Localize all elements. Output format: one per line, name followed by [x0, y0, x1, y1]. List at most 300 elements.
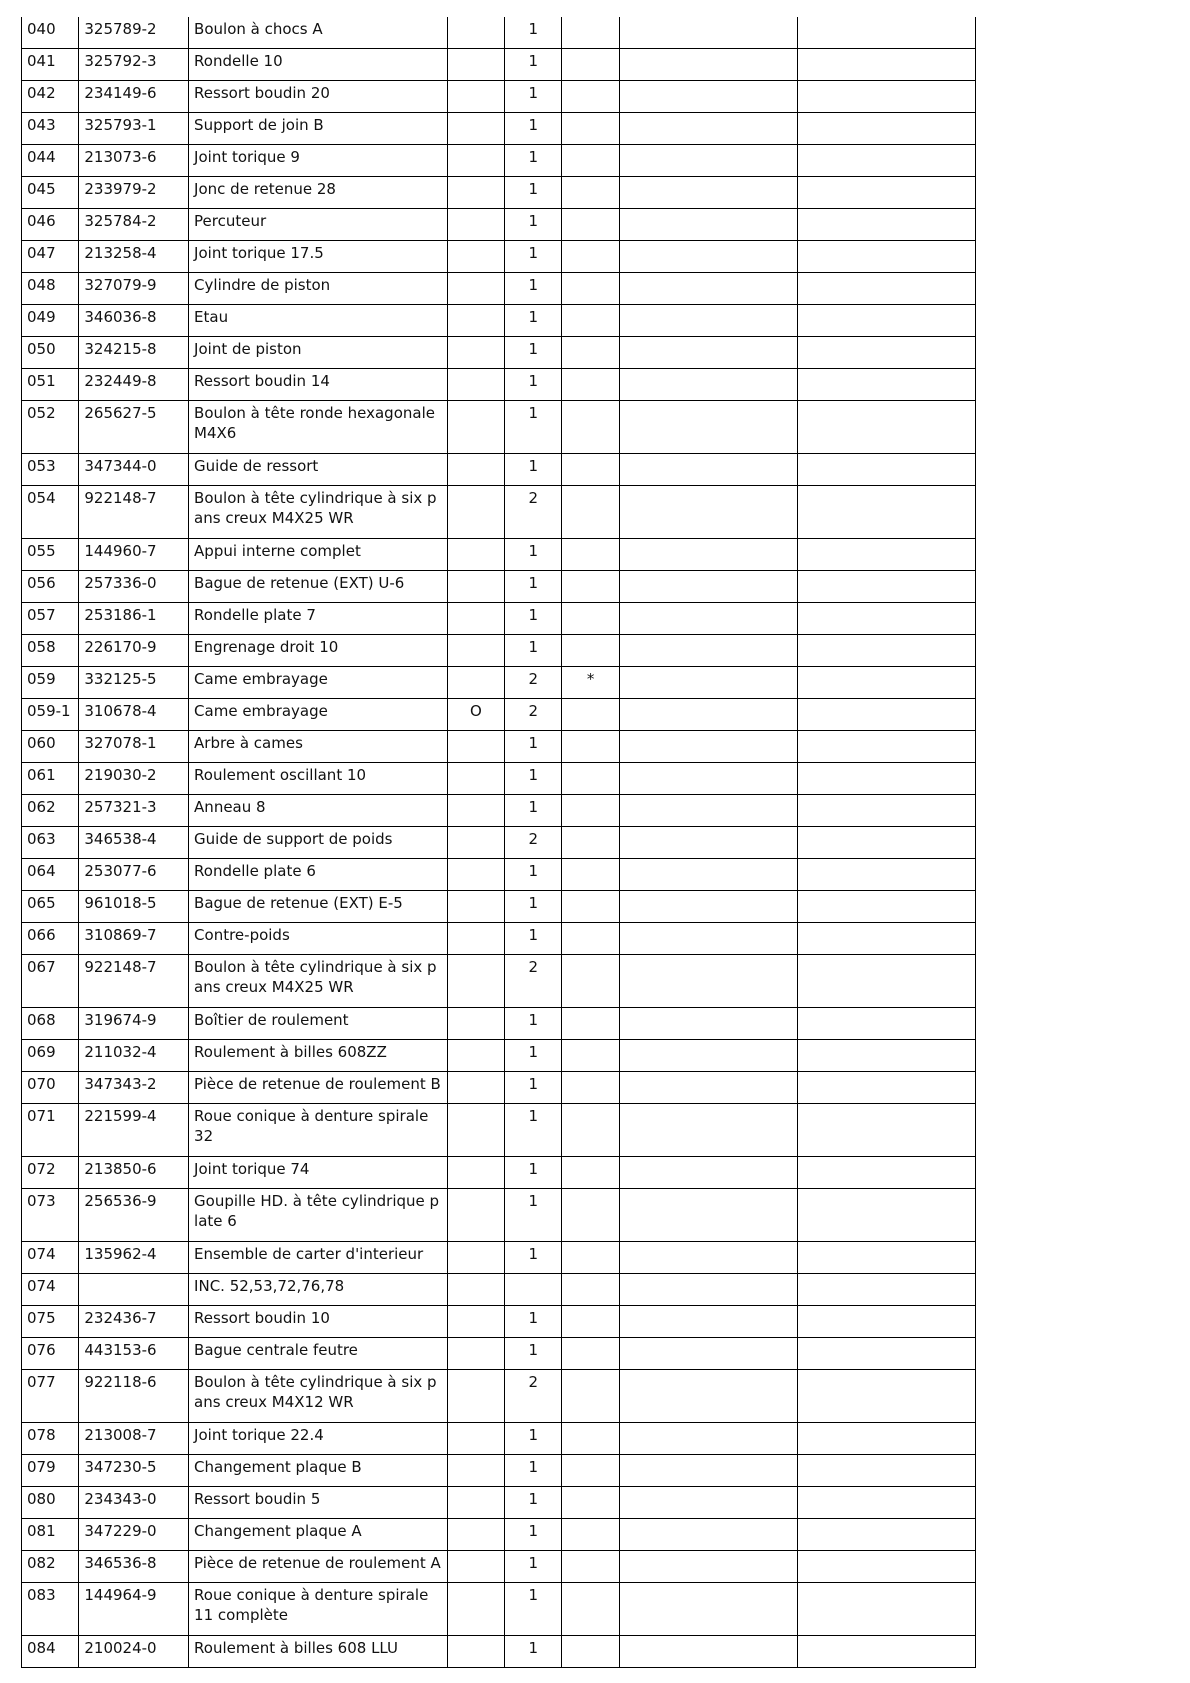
- part-description-cell: Guide de support de poids: [189, 827, 448, 859]
- option-mark-cell: O: [447, 699, 504, 731]
- item-number-cell: 063: [22, 827, 79, 859]
- part-reference-cell: 213073-6: [79, 145, 189, 177]
- option-mark-cell: [447, 337, 504, 369]
- extra-column-2-cell: [797, 305, 975, 337]
- part-reference-cell: 233979-2: [79, 177, 189, 209]
- note-mark-cell: [562, 337, 619, 369]
- extra-column-2-cell: [797, 1306, 975, 1338]
- quantity-cell: 1: [505, 1519, 562, 1551]
- part-reference-cell: 922118-6: [79, 1370, 189, 1423]
- part-description-cell: Rondelle 10: [189, 49, 448, 81]
- item-number-cell: 076: [22, 1338, 79, 1370]
- extra-column-2-cell: [797, 731, 975, 763]
- item-number-cell: 081: [22, 1519, 79, 1551]
- quantity-cell: 1: [505, 177, 562, 209]
- extra-column-1-cell: [619, 1242, 797, 1274]
- extra-column-1-cell: [619, 113, 797, 145]
- extra-column-2-cell: [797, 177, 975, 209]
- option-mark-cell: [447, 145, 504, 177]
- table-row: [22, 955, 976, 1008]
- part-description-cell: Roue conique à denture spirale 32: [189, 1104, 448, 1157]
- extra-column-2-cell: [797, 17, 975, 49]
- part-reference-cell: 325789-2: [79, 17, 189, 49]
- part-description-cell: INC. 52,53,72,76,78: [189, 1274, 448, 1306]
- extra-column-2-cell: [797, 209, 975, 241]
- quantity-cell: [505, 1274, 562, 1306]
- part-reference-cell: 310678-4: [79, 699, 189, 731]
- item-number-cell: 059: [22, 667, 79, 699]
- part-description-cell: Ressort boudin 14: [189, 369, 448, 401]
- extra-column-1-cell: [619, 145, 797, 177]
- extra-column-2-cell: [797, 1072, 975, 1104]
- option-mark-cell: [447, 177, 504, 209]
- option-mark-cell: [447, 1104, 504, 1157]
- note-mark-cell: [562, 539, 619, 571]
- item-number-cell: 043: [22, 113, 79, 145]
- option-mark-cell: [447, 1274, 504, 1306]
- part-reference-cell: 257321-3: [79, 795, 189, 827]
- table-row: [22, 1104, 976, 1157]
- quantity-cell: 1: [505, 763, 562, 795]
- note-mark-cell: [562, 1072, 619, 1104]
- quantity-cell: 1: [505, 859, 562, 891]
- option-mark-cell: [447, 241, 504, 273]
- extra-column-2-cell: [797, 1423, 975, 1455]
- extra-column-1-cell: [619, 1040, 797, 1072]
- extra-column-1-cell: [619, 1008, 797, 1040]
- extra-column-2-cell: [797, 1008, 975, 1040]
- note-mark-cell: [562, 699, 619, 731]
- quantity-cell: 1: [505, 1242, 562, 1274]
- option-mark-cell: [447, 81, 504, 113]
- extra-column-2-cell: [797, 1370, 975, 1423]
- quantity-cell: 1: [505, 635, 562, 667]
- item-number-cell: 049: [22, 305, 79, 337]
- extra-column-2-cell: [797, 369, 975, 401]
- note-mark-cell: [562, 17, 619, 49]
- part-description-cell: Guide de ressort: [189, 454, 448, 486]
- option-mark-cell: [447, 305, 504, 337]
- extra-column-1-cell: [619, 795, 797, 827]
- extra-column-2-cell: [797, 401, 975, 454]
- quantity-cell: 1: [505, 603, 562, 635]
- quantity-cell: 1: [505, 273, 562, 305]
- option-mark-cell: [447, 209, 504, 241]
- extra-column-1-cell: [619, 273, 797, 305]
- note-mark-cell: [562, 305, 619, 337]
- note-mark-cell: [562, 1242, 619, 1274]
- extra-column-1-cell: [619, 1306, 797, 1338]
- option-mark-cell: [447, 795, 504, 827]
- table-row: [22, 923, 976, 955]
- extra-column-2-cell: [797, 1455, 975, 1487]
- extra-column-2-cell: [797, 923, 975, 955]
- item-number-cell: 077: [22, 1370, 79, 1423]
- part-description-cell: Bague centrale feutre: [189, 1338, 448, 1370]
- note-mark-cell: [562, 1157, 619, 1189]
- table-row: [22, 1008, 976, 1040]
- extra-column-2-cell: [797, 1583, 975, 1636]
- part-description-cell: Engrenage droit 10: [189, 635, 448, 667]
- table-row: [22, 827, 976, 859]
- quantity-cell: 1: [505, 337, 562, 369]
- extra-column-1-cell: [619, 454, 797, 486]
- note-mark-cell: [562, 273, 619, 305]
- part-reference-cell: [79, 1274, 189, 1306]
- part-reference-cell: 324215-8: [79, 337, 189, 369]
- part-description-cell: Rondelle plate 6: [189, 859, 448, 891]
- quantity-cell: 1: [505, 305, 562, 337]
- part-reference-cell: 144960-7: [79, 539, 189, 571]
- note-mark-cell: [562, 827, 619, 859]
- extra-column-1-cell: [619, 369, 797, 401]
- part-reference-cell: 310869-7: [79, 923, 189, 955]
- extra-column-2-cell: [797, 795, 975, 827]
- table-row: [22, 17, 976, 49]
- option-mark-cell: [447, 923, 504, 955]
- note-mark-cell: [562, 795, 619, 827]
- note-mark-cell: [562, 1189, 619, 1242]
- extra-column-2-cell: [797, 486, 975, 539]
- part-reference-cell: 234343-0: [79, 1487, 189, 1519]
- quantity-cell: 1: [505, 1636, 562, 1668]
- option-mark-cell: [447, 1157, 504, 1189]
- option-mark-cell: [447, 731, 504, 763]
- part-reference-cell: 325784-2: [79, 209, 189, 241]
- item-number-cell: 065: [22, 891, 79, 923]
- note-mark-cell: [562, 1306, 619, 1338]
- extra-column-2-cell: [797, 241, 975, 273]
- item-number-cell: 048: [22, 273, 79, 305]
- part-reference-cell: 346538-4: [79, 827, 189, 859]
- option-mark-cell: [447, 827, 504, 859]
- item-number-cell: 079: [22, 1455, 79, 1487]
- item-number-cell: 045: [22, 177, 79, 209]
- extra-column-1-cell: [619, 49, 797, 81]
- quantity-cell: 1: [505, 1189, 562, 1242]
- extra-column-2-cell: [797, 1338, 975, 1370]
- extra-column-2-cell: [797, 1519, 975, 1551]
- extra-column-1-cell: [619, 891, 797, 923]
- part-reference-cell: 347229-0: [79, 1519, 189, 1551]
- note-mark-cell: [562, 571, 619, 603]
- extra-column-1-cell: [619, 699, 797, 731]
- quantity-cell: 1: [505, 1157, 562, 1189]
- table-row: [22, 454, 976, 486]
- extra-column-1-cell: [619, 571, 797, 603]
- part-description-cell: Changement plaque B: [189, 1455, 448, 1487]
- extra-column-1-cell: [619, 539, 797, 571]
- extra-column-1-cell: [619, 1423, 797, 1455]
- extra-column-1-cell: [619, 731, 797, 763]
- table-row: [22, 1157, 976, 1189]
- table-row: [22, 603, 976, 635]
- quantity-cell: 1: [505, 454, 562, 486]
- part-reference-cell: 213850-6: [79, 1157, 189, 1189]
- table-row: [22, 1487, 976, 1519]
- part-reference-cell: 347344-0: [79, 454, 189, 486]
- extra-column-2-cell: [797, 539, 975, 571]
- item-number-cell: 056: [22, 571, 79, 603]
- part-description-cell: Etau: [189, 305, 448, 337]
- item-number-cell: 055: [22, 539, 79, 571]
- extra-column-2-cell: [797, 337, 975, 369]
- note-mark-cell: [562, 1455, 619, 1487]
- option-mark-cell: [447, 49, 504, 81]
- item-number-cell: 082: [22, 1551, 79, 1583]
- part-description-cell: Goupille HD. à tête cylindrique plate 6: [189, 1189, 448, 1242]
- quantity-cell: 1: [505, 1487, 562, 1519]
- item-number-cell: 069: [22, 1040, 79, 1072]
- table-row: [22, 1636, 976, 1668]
- item-number-cell: 044: [22, 145, 79, 177]
- quantity-cell: 1: [505, 49, 562, 81]
- part-description-cell: Ressort boudin 10: [189, 1306, 448, 1338]
- quantity-cell: 2: [505, 699, 562, 731]
- extra-column-2-cell: [797, 667, 975, 699]
- option-mark-cell: [447, 1519, 504, 1551]
- item-number-cell: 050: [22, 337, 79, 369]
- extra-column-1-cell: [619, 1370, 797, 1423]
- part-reference-cell: 325792-3: [79, 49, 189, 81]
- option-mark-cell: [447, 1423, 504, 1455]
- item-number-cell: 066: [22, 923, 79, 955]
- part-reference-cell: 319674-9: [79, 1008, 189, 1040]
- extra-column-1-cell: [619, 1189, 797, 1242]
- option-mark-cell: [447, 635, 504, 667]
- option-mark-cell: [447, 1370, 504, 1423]
- table-row: [22, 177, 976, 209]
- option-mark-cell: [447, 859, 504, 891]
- part-reference-cell: 347230-5: [79, 1455, 189, 1487]
- quantity-cell: 1: [505, 1455, 562, 1487]
- item-number-cell: 046: [22, 209, 79, 241]
- extra-column-1-cell: [619, 1338, 797, 1370]
- item-number-cell: 080: [22, 1487, 79, 1519]
- part-description-cell: Boulon à tête cylindrique à six pans creux M4X25 WR: [189, 955, 448, 1008]
- extra-column-1-cell: [619, 17, 797, 49]
- table-row: [22, 305, 976, 337]
- quantity-cell: 1: [505, 1008, 562, 1040]
- item-number-cell: 047: [22, 241, 79, 273]
- part-description-cell: Roue conique à denture spirale 11 complète: [189, 1583, 448, 1636]
- option-mark-cell: [447, 1583, 504, 1636]
- note-mark-cell: [562, 177, 619, 209]
- note-mark-cell: [562, 859, 619, 891]
- extra-column-2-cell: [797, 1189, 975, 1242]
- table-row: [22, 337, 976, 369]
- item-number-cell: 052: [22, 401, 79, 454]
- part-description-cell: Appui interne complet: [189, 539, 448, 571]
- part-reference-cell: 219030-2: [79, 763, 189, 795]
- extra-column-1-cell: [619, 337, 797, 369]
- extra-column-1-cell: [619, 1551, 797, 1583]
- note-mark-cell: [562, 81, 619, 113]
- extra-column-2-cell: [797, 827, 975, 859]
- option-mark-cell: [447, 603, 504, 635]
- part-description-cell: Pièce de retenue de roulement B: [189, 1072, 448, 1104]
- extra-column-1-cell: [619, 635, 797, 667]
- note-mark-cell: [562, 454, 619, 486]
- note-mark-cell: [562, 1636, 619, 1668]
- part-reference-cell: 234149-6: [79, 81, 189, 113]
- note-mark-cell: [562, 635, 619, 667]
- part-reference-cell: 210024-0: [79, 1636, 189, 1668]
- table-row: [22, 1189, 976, 1242]
- note-mark-cell: [562, 1583, 619, 1636]
- part-reference-cell: 961018-5: [79, 891, 189, 923]
- quantity-cell: 1: [505, 731, 562, 763]
- note-mark-cell: [562, 1551, 619, 1583]
- part-reference-cell: 144964-9: [79, 1583, 189, 1636]
- item-number-cell: 068: [22, 1008, 79, 1040]
- table-row: [22, 699, 976, 731]
- quantity-cell: 1: [505, 369, 562, 401]
- option-mark-cell: [447, 1487, 504, 1519]
- part-description-cell: Ressort boudin 5: [189, 1487, 448, 1519]
- option-mark-cell: [447, 955, 504, 1008]
- item-number-cell: 067: [22, 955, 79, 1008]
- table-row: [22, 1306, 976, 1338]
- extra-column-2-cell: [797, 1551, 975, 1583]
- extra-column-2-cell: [797, 1274, 975, 1306]
- quantity-cell: 1: [505, 1072, 562, 1104]
- extra-column-1-cell: [619, 305, 797, 337]
- note-mark-cell: [562, 241, 619, 273]
- quantity-cell: 1: [505, 241, 562, 273]
- part-reference-cell: 922148-7: [79, 955, 189, 1008]
- extra-column-1-cell: [619, 955, 797, 1008]
- part-description-cell: Jonc de retenue 28: [189, 177, 448, 209]
- item-number-cell: 040: [22, 17, 79, 49]
- note-mark-cell: [562, 145, 619, 177]
- note-mark-cell: [562, 1040, 619, 1072]
- quantity-cell: 1: [505, 81, 562, 113]
- option-mark-cell: [447, 1636, 504, 1668]
- table-row: [22, 145, 976, 177]
- note-mark-cell: [562, 1370, 619, 1423]
- option-mark-cell: [447, 1338, 504, 1370]
- part-description-cell: Rondelle plate 7: [189, 603, 448, 635]
- item-number-cell: 061: [22, 763, 79, 795]
- item-number-cell: 053: [22, 454, 79, 486]
- note-mark-cell: [562, 1519, 619, 1551]
- item-number-cell: 059-1: [22, 699, 79, 731]
- extra-column-1-cell: [619, 401, 797, 454]
- table-row: [22, 859, 976, 891]
- table-row: [22, 369, 976, 401]
- quantity-cell: 2: [505, 955, 562, 1008]
- extra-column-1-cell: [619, 209, 797, 241]
- part-description-cell: Bague de retenue (EXT) E-5: [189, 891, 448, 923]
- part-description-cell: Boîtier de roulement: [189, 1008, 448, 1040]
- option-mark-cell: [447, 891, 504, 923]
- part-description-cell: Contre-poids: [189, 923, 448, 955]
- part-reference-cell: 325793-1: [79, 113, 189, 145]
- part-description-cell: Ressort boudin 20: [189, 81, 448, 113]
- part-description-cell: Joint torique 9: [189, 145, 448, 177]
- part-reference-cell: 253186-1: [79, 603, 189, 635]
- table-row: [22, 1455, 976, 1487]
- quantity-cell: 1: [505, 539, 562, 571]
- extra-column-1-cell: [619, 667, 797, 699]
- extra-column-1-cell: [619, 1072, 797, 1104]
- part-description-cell: Roulement oscillant 10: [189, 763, 448, 795]
- extra-column-1-cell: [619, 923, 797, 955]
- note-mark-cell: [562, 401, 619, 454]
- extra-column-2-cell: [797, 454, 975, 486]
- part-reference-cell: 213258-4: [79, 241, 189, 273]
- part-reference-cell: 232449-8: [79, 369, 189, 401]
- part-description-cell: Joint torique 22.4: [189, 1423, 448, 1455]
- extra-column-1-cell: [619, 1583, 797, 1636]
- part-description-cell: Boulon à tête cylindrique à six pans creux M4X25 WR: [189, 486, 448, 539]
- note-mark-cell: [562, 891, 619, 923]
- item-number-cell: 054: [22, 486, 79, 539]
- option-mark-cell: [447, 369, 504, 401]
- part-description-cell: Came embrayage: [189, 667, 448, 699]
- item-number-cell: 064: [22, 859, 79, 891]
- quantity-cell: 1: [505, 113, 562, 145]
- item-number-cell: 060: [22, 731, 79, 763]
- part-description-cell: Boulon à tête cylindrique à six pans creux M4X12 WR: [189, 1370, 448, 1423]
- table-row: [22, 401, 976, 454]
- part-description-cell: Bague de retenue (EXT) U-6: [189, 571, 448, 603]
- note-mark-cell: [562, 1338, 619, 1370]
- part-description-cell: Changement plaque A: [189, 1519, 448, 1551]
- item-number-cell: 070: [22, 1072, 79, 1104]
- item-number-cell: 058: [22, 635, 79, 667]
- item-number-cell: 071: [22, 1104, 79, 1157]
- table-row: [22, 1072, 976, 1104]
- part-description-cell: Boulon à tête ronde hexagonale M4X6: [189, 401, 448, 454]
- table-row: [22, 1242, 976, 1274]
- part-description-cell: Roulement à billes 608 LLU: [189, 1636, 448, 1668]
- part-description-cell: Percuteur: [189, 209, 448, 241]
- part-reference-cell: 213008-7: [79, 1423, 189, 1455]
- note-mark-cell: [562, 923, 619, 955]
- table-row: [22, 667, 976, 699]
- extra-column-2-cell: [797, 1636, 975, 1668]
- extra-column-1-cell: [619, 1636, 797, 1668]
- item-number-cell: 042: [22, 81, 79, 113]
- table-row: [22, 731, 976, 763]
- extra-column-2-cell: [797, 571, 975, 603]
- option-mark-cell: [447, 1242, 504, 1274]
- extra-column-2-cell: [797, 1104, 975, 1157]
- table-row: [22, 635, 976, 667]
- extra-column-2-cell: [797, 955, 975, 1008]
- extra-column-2-cell: [797, 1487, 975, 1519]
- part-reference-cell: 265627-5: [79, 401, 189, 454]
- part-reference-cell: 922148-7: [79, 486, 189, 539]
- option-mark-cell: [447, 401, 504, 454]
- note-mark-cell: [562, 1423, 619, 1455]
- quantity-cell: 1: [505, 1040, 562, 1072]
- table-row: [22, 891, 976, 923]
- option-mark-cell: [447, 1455, 504, 1487]
- option-mark-cell: [447, 1189, 504, 1242]
- table-row: [22, 1040, 976, 1072]
- extra-column-2-cell: [797, 1242, 975, 1274]
- part-reference-cell: 211032-4: [79, 1040, 189, 1072]
- option-mark-cell: [447, 273, 504, 305]
- quantity-cell: 1: [505, 401, 562, 454]
- part-reference-cell: 327078-1: [79, 731, 189, 763]
- part-description-cell: Joint torique 74: [189, 1157, 448, 1189]
- extra-column-1-cell: [619, 1487, 797, 1519]
- option-mark-cell: [447, 1008, 504, 1040]
